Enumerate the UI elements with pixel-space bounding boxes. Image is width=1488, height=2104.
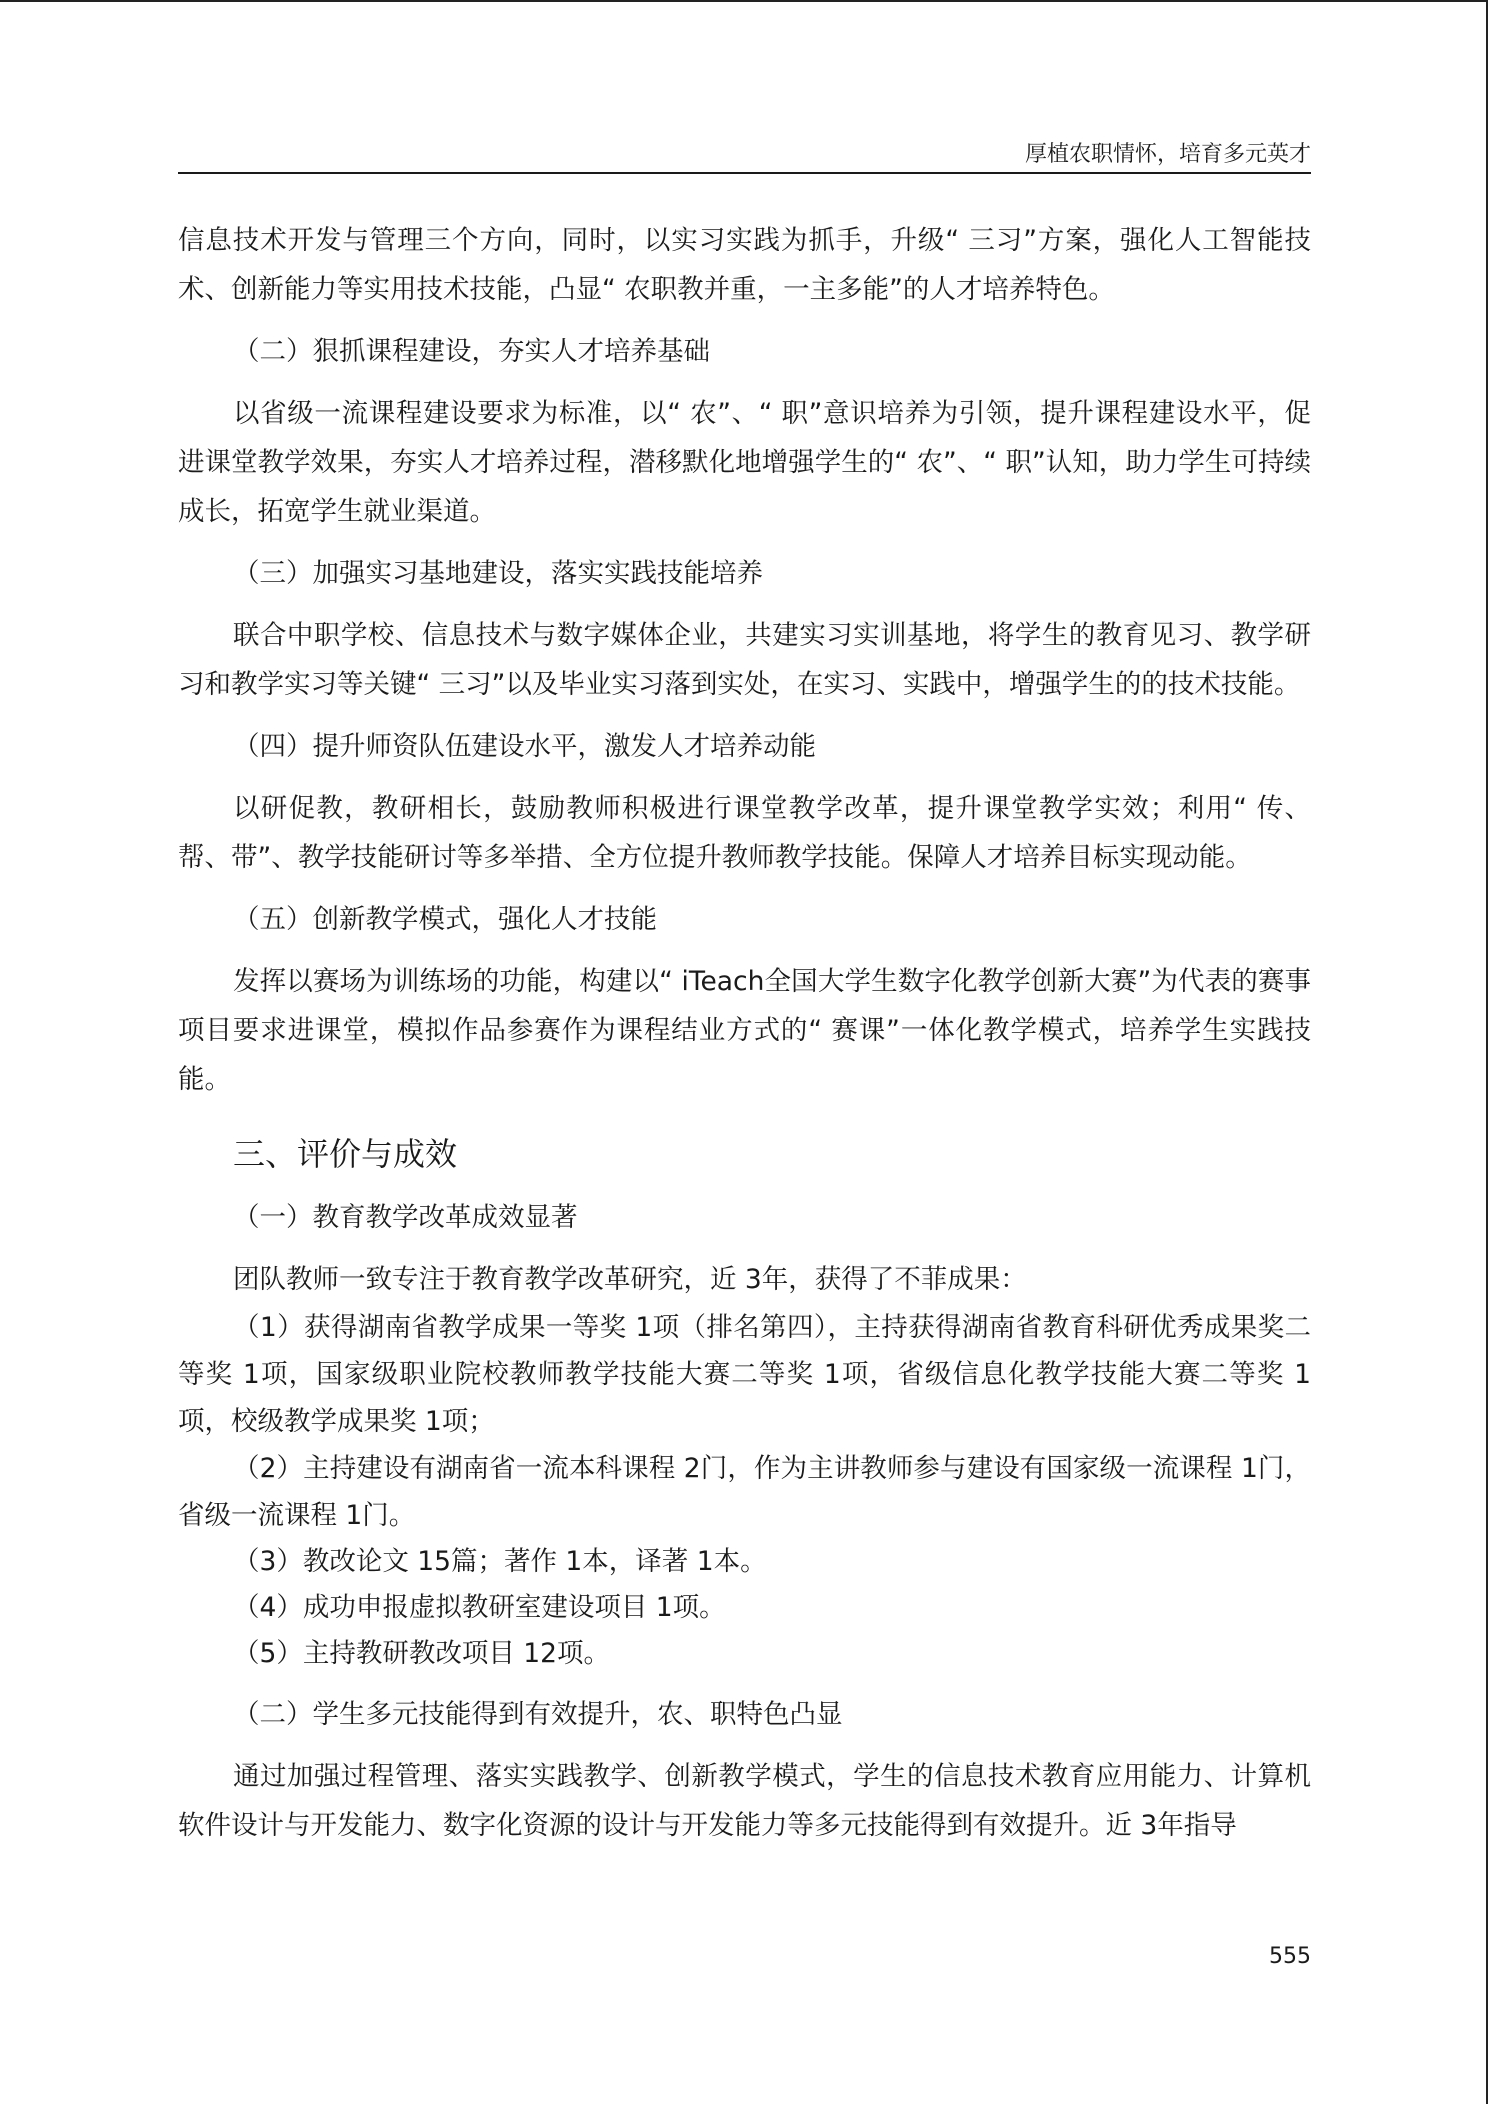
subheading-course-building: （二）狠抓课程建设，夯实人才培养基础	[233, 336, 710, 367]
subheading-student-skills: （二）学生多元技能得到有效提升，农、职特色凸显	[233, 1699, 843, 1730]
header-rule	[178, 172, 1311, 174]
list-item: （5）主持教研教改项目 12项。	[233, 1638, 611, 1669]
section-heading-evaluation: 三、评价与成效	[233, 1135, 458, 1173]
reform-results-paragraph: 团队教师一致专注于教育教学改革研究，近 3年，获得了不菲成果：	[233, 1264, 1027, 1295]
intro-paragraph: 信息技术开发与管理三个方向，同时，以实习实践为抓手，升级“ 三习”方案，强化人工智能技术、创新能力等实用技术技能，凸显“ 农职教并重，一主多能”的人才培养特色。	[178, 225, 1311, 305]
subheading-teaching-staff: （四）提升师资队伍建设水平，激发人才培养动能	[233, 731, 816, 762]
subheading-practice-base: （三）加强实习基地建设，落实实践技能培养	[233, 558, 763, 589]
list-item: （1）获得湖南省教学成果一等奖 1项（排名第四），主持获得湖南省教育科研优秀成果奖二等奖 1项，国家级职业院校教师教学技能大赛二等奖 1项，省级信息化教学技能大赛二等奖 1项，校级教学成果奖 1项；	[178, 1312, 1311, 1437]
practice-base-paragraph: 联合中职学校、信息技术与数字媒体企业，共建实习实训基地，将学生的教育见习、教学研习和教学实习等关键“ 三习”以及毕业实习落到实处，在实习、实践中，增强学生的的技术技能。	[178, 620, 1311, 700]
running-header: 厚植农职情怀，培育多元英才	[1024, 142, 1311, 167]
list-item: （4）成功申报虚拟教研室建设项目 1项。	[233, 1592, 726, 1623]
student-skills-paragraph: 通过加强过程管理、落实实践教学、创新教学模式，学生的信息技术教育应用能力、计算机软件设计与开发能力、数字化资源的设计与开发能力等多元技能得到有效提升。近 3年指导	[178, 1761, 1311, 1841]
page-number: 555	[1269, 1944, 1311, 1969]
subheading-teaching-mode: （五）创新教学模式，强化人才技能	[233, 904, 657, 935]
list-item: （3）教改论文 15篇；著作 1本，译著 1本。	[233, 1546, 767, 1577]
body-text	[178, 216, 1311, 1850]
subheading-reform-results: （一）教育教学改革成效显著	[233, 1202, 578, 1233]
course-building-paragraph: 以省级一流课程建设要求为标准，以“ 农”、“ 职”意识培养为引领，提升课程建设水平，促进课堂教学效果，夯实人才培养过程，潜移默化地增强学生的“ 农”、“ 职”认知，助力学生可持续成长，拓宽学生就业渠道。	[178, 398, 1311, 527]
page-frame-top-border	[0, 0, 1488, 2]
teaching-mode-paragraph: 发挥以赛场为训练场的功能，构建以“ iTeach全国大学生数字化教学创新大赛”为代表的赛事项目要求进课堂，模拟作品参赛作为课程结业方式的“ 赛课”一体化教学模式，培养学生实践技能。	[178, 966, 1311, 1095]
list-item: （2）主持建设有湖南省一流本科课程 2门，作为主讲教师参与建设有国家级一流课程 1门，省级一流课程 1门。	[178, 1453, 1311, 1531]
teaching-staff-paragraph: 以研促教，教研相长，鼓励教师积极进行课堂教学改革，提升课堂教学实效；利用“ 传、帮、带”、教学技能研讨等多举措、全方位提升教师教学技能。保障人才培养目标实现动能。	[178, 793, 1311, 873]
